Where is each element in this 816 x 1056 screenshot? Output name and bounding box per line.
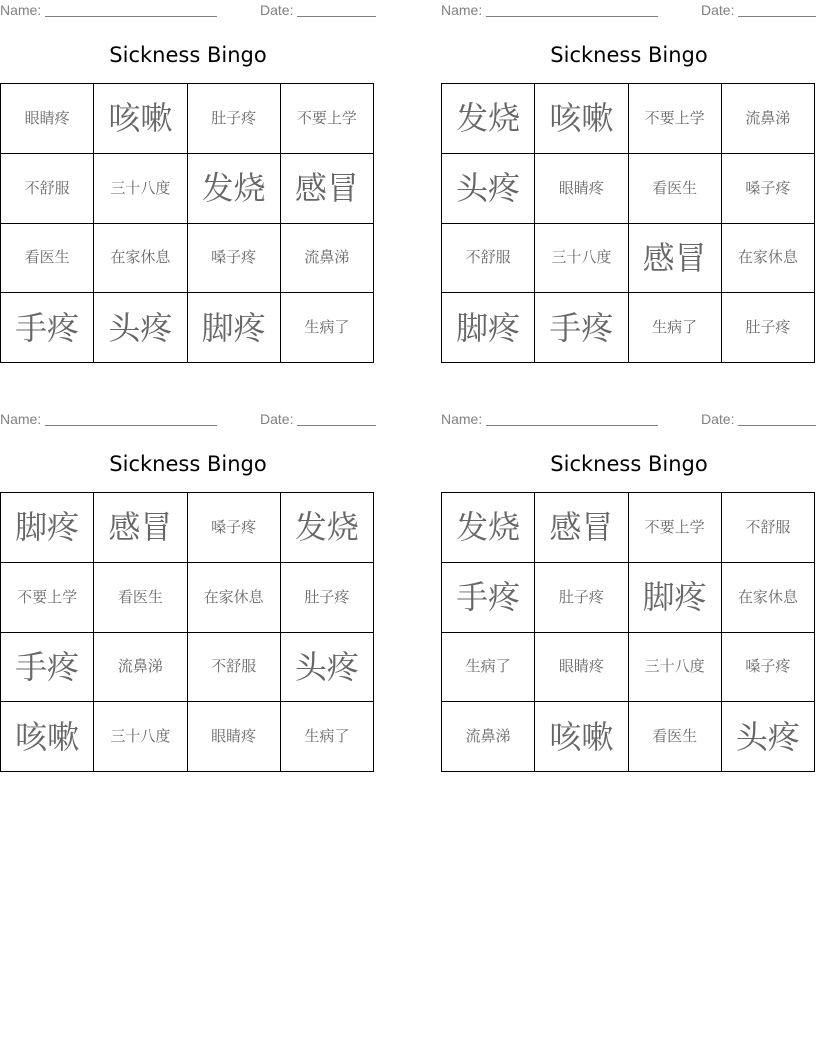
bingo-card bbox=[0, 409, 376, 774]
bingo-cell[interactable]: 头疼 bbox=[94, 293, 187, 363]
bingo-cell[interactable]: 不要上学 bbox=[629, 84, 722, 154]
bingo-cell[interactable]: 咳嗽 bbox=[535, 84, 628, 154]
bingo-cell[interactable]: 不舒服 bbox=[722, 493, 815, 563]
bingo-cell[interactable]: 肚子疼 bbox=[281, 563, 374, 633]
bingo-cell[interactable]: 不要上学 bbox=[629, 493, 722, 563]
bingo-cell[interactable]: 脚疼 bbox=[1, 493, 94, 563]
bingo-cell[interactable]: 不舒服 bbox=[188, 633, 281, 703]
bingo-cell[interactable]: 咳嗽 bbox=[1, 702, 94, 772]
bingo-cell[interactable]: 流鼻涕 bbox=[722, 84, 815, 154]
bingo-cell[interactable]: 手疼 bbox=[442, 563, 535, 633]
bingo-cell[interactable]: 生病了 bbox=[281, 702, 374, 772]
card-title: Sickness Bingo bbox=[550, 43, 708, 67]
bingo-grid bbox=[0, 83, 374, 363]
bingo-cell[interactable]: 嗓子疼 bbox=[188, 493, 281, 563]
bingo-cell[interactable]: 看医生 bbox=[94, 563, 187, 633]
bingo-cell[interactable]: 发烧 bbox=[442, 84, 535, 154]
date-blank-line[interactable] bbox=[738, 16, 816, 17]
name-date-header bbox=[441, 409, 816, 429]
bingo-cell[interactable]: 咳嗽 bbox=[535, 702, 628, 772]
name-label: Name: bbox=[0, 411, 42, 427]
bingo-cell[interactable]: 脚疼 bbox=[629, 563, 722, 633]
bingo-cell[interactable]: 发烧 bbox=[188, 154, 281, 224]
bingo-cell[interactable]: 在家休息 bbox=[94, 224, 187, 294]
bingo-cell[interactable]: 嗓子疼 bbox=[722, 633, 815, 703]
bingo-cell[interactable]: 感冒 bbox=[535, 493, 628, 563]
bingo-cell[interactable]: 肚子疼 bbox=[722, 293, 815, 363]
bingo-cell[interactable]: 三十八度 bbox=[94, 702, 187, 772]
date-blank-line[interactable] bbox=[297, 425, 376, 426]
name-label: Name: bbox=[0, 2, 42, 18]
date-blank-line[interactable] bbox=[297, 16, 376, 17]
bingo-cell[interactable]: 咳嗽 bbox=[94, 84, 187, 154]
bingo-cell[interactable]: 肚子疼 bbox=[535, 563, 628, 633]
bingo-cell[interactable]: 三十八度 bbox=[535, 224, 628, 294]
bingo-card bbox=[441, 0, 816, 365]
bingo-cell[interactable]: 眼睛疼 bbox=[188, 702, 281, 772]
name-label: Name: bbox=[441, 411, 483, 427]
name-blank-line[interactable] bbox=[45, 16, 217, 17]
bingo-cell[interactable]: 头疼 bbox=[722, 702, 815, 772]
card-title: Sickness Bingo bbox=[550, 452, 708, 476]
bingo-cell[interactable]: 手疼 bbox=[1, 633, 94, 703]
bingo-cell[interactable]: 在家休息 bbox=[188, 563, 281, 633]
bingo-cell[interactable]: 感冒 bbox=[94, 493, 187, 563]
bingo-cell[interactable]: 眼睛疼 bbox=[1, 84, 94, 154]
bingo-cell[interactable]: 在家休息 bbox=[722, 224, 815, 294]
bingo-cell[interactable]: 肚子疼 bbox=[188, 84, 281, 154]
bingo-cell[interactable]: 在家休息 bbox=[722, 563, 815, 633]
bingo-cell[interactable]: 生病了 bbox=[442, 633, 535, 703]
bingo-grid bbox=[441, 83, 815, 363]
bingo-cell[interactable]: 脚疼 bbox=[442, 293, 535, 363]
bingo-card bbox=[0, 0, 376, 365]
date-label: Date: bbox=[260, 411, 294, 427]
bingo-cell[interactable]: 看医生 bbox=[629, 702, 722, 772]
bingo-cell[interactable]: 流鼻涕 bbox=[281, 224, 374, 294]
bingo-cell[interactable]: 三十八度 bbox=[629, 633, 722, 703]
bingo-cell[interactable]: 看医生 bbox=[1, 224, 94, 294]
bingo-cell[interactable]: 流鼻涕 bbox=[94, 633, 187, 703]
name-blank-line[interactable] bbox=[45, 425, 217, 426]
bingo-cell[interactable]: 不舒服 bbox=[1, 154, 94, 224]
bingo-cell[interactable]: 不要上学 bbox=[281, 84, 374, 154]
bingo-cell[interactable]: 头疼 bbox=[281, 633, 374, 703]
bingo-cell[interactable]: 感冒 bbox=[281, 154, 374, 224]
bingo-cell[interactable]: 发烧 bbox=[442, 493, 535, 563]
bingo-cell[interactable]: 不要上学 bbox=[1, 563, 94, 633]
bingo-cell[interactable]: 不舒服 bbox=[442, 224, 535, 294]
bingo-cell[interactable]: 感冒 bbox=[629, 224, 722, 294]
date-label: Date: bbox=[701, 411, 735, 427]
name-blank-line[interactable] bbox=[486, 16, 658, 17]
bingo-cell[interactable]: 眼睛疼 bbox=[535, 633, 628, 703]
name-date-header bbox=[0, 0, 376, 20]
name-label: Name: bbox=[441, 2, 483, 18]
bingo-cell[interactable]: 手疼 bbox=[535, 293, 628, 363]
card-title: Sickness Bingo bbox=[109, 452, 267, 476]
bingo-cell[interactable]: 手疼 bbox=[1, 293, 94, 363]
name-date-header bbox=[0, 409, 376, 429]
bingo-cell[interactable]: 流鼻涕 bbox=[442, 702, 535, 772]
date-label: Date: bbox=[701, 2, 735, 18]
bingo-cell[interactable]: 生病了 bbox=[281, 293, 374, 363]
bingo-cell[interactable]: 头疼 bbox=[442, 154, 535, 224]
bingo-cell[interactable]: 三十八度 bbox=[94, 154, 187, 224]
bingo-cell[interactable]: 发烧 bbox=[281, 493, 374, 563]
name-date-header bbox=[441, 0, 816, 20]
bingo-cell[interactable]: 看医生 bbox=[629, 154, 722, 224]
date-blank-line[interactable] bbox=[738, 425, 816, 426]
bingo-grid bbox=[0, 492, 374, 772]
bingo-grid bbox=[441, 492, 815, 772]
bingo-cell[interactable]: 嗓子疼 bbox=[188, 224, 281, 294]
bingo-cell[interactable]: 嗓子疼 bbox=[722, 154, 815, 224]
bingo-cell[interactable]: 眼睛疼 bbox=[535, 154, 628, 224]
name-blank-line[interactable] bbox=[486, 425, 658, 426]
card-title: Sickness Bingo bbox=[109, 43, 267, 67]
bingo-card bbox=[441, 409, 816, 774]
bingo-cell[interactable]: 脚疼 bbox=[188, 293, 281, 363]
bingo-cell[interactable]: 生病了 bbox=[629, 293, 722, 363]
date-label: Date: bbox=[260, 2, 294, 18]
